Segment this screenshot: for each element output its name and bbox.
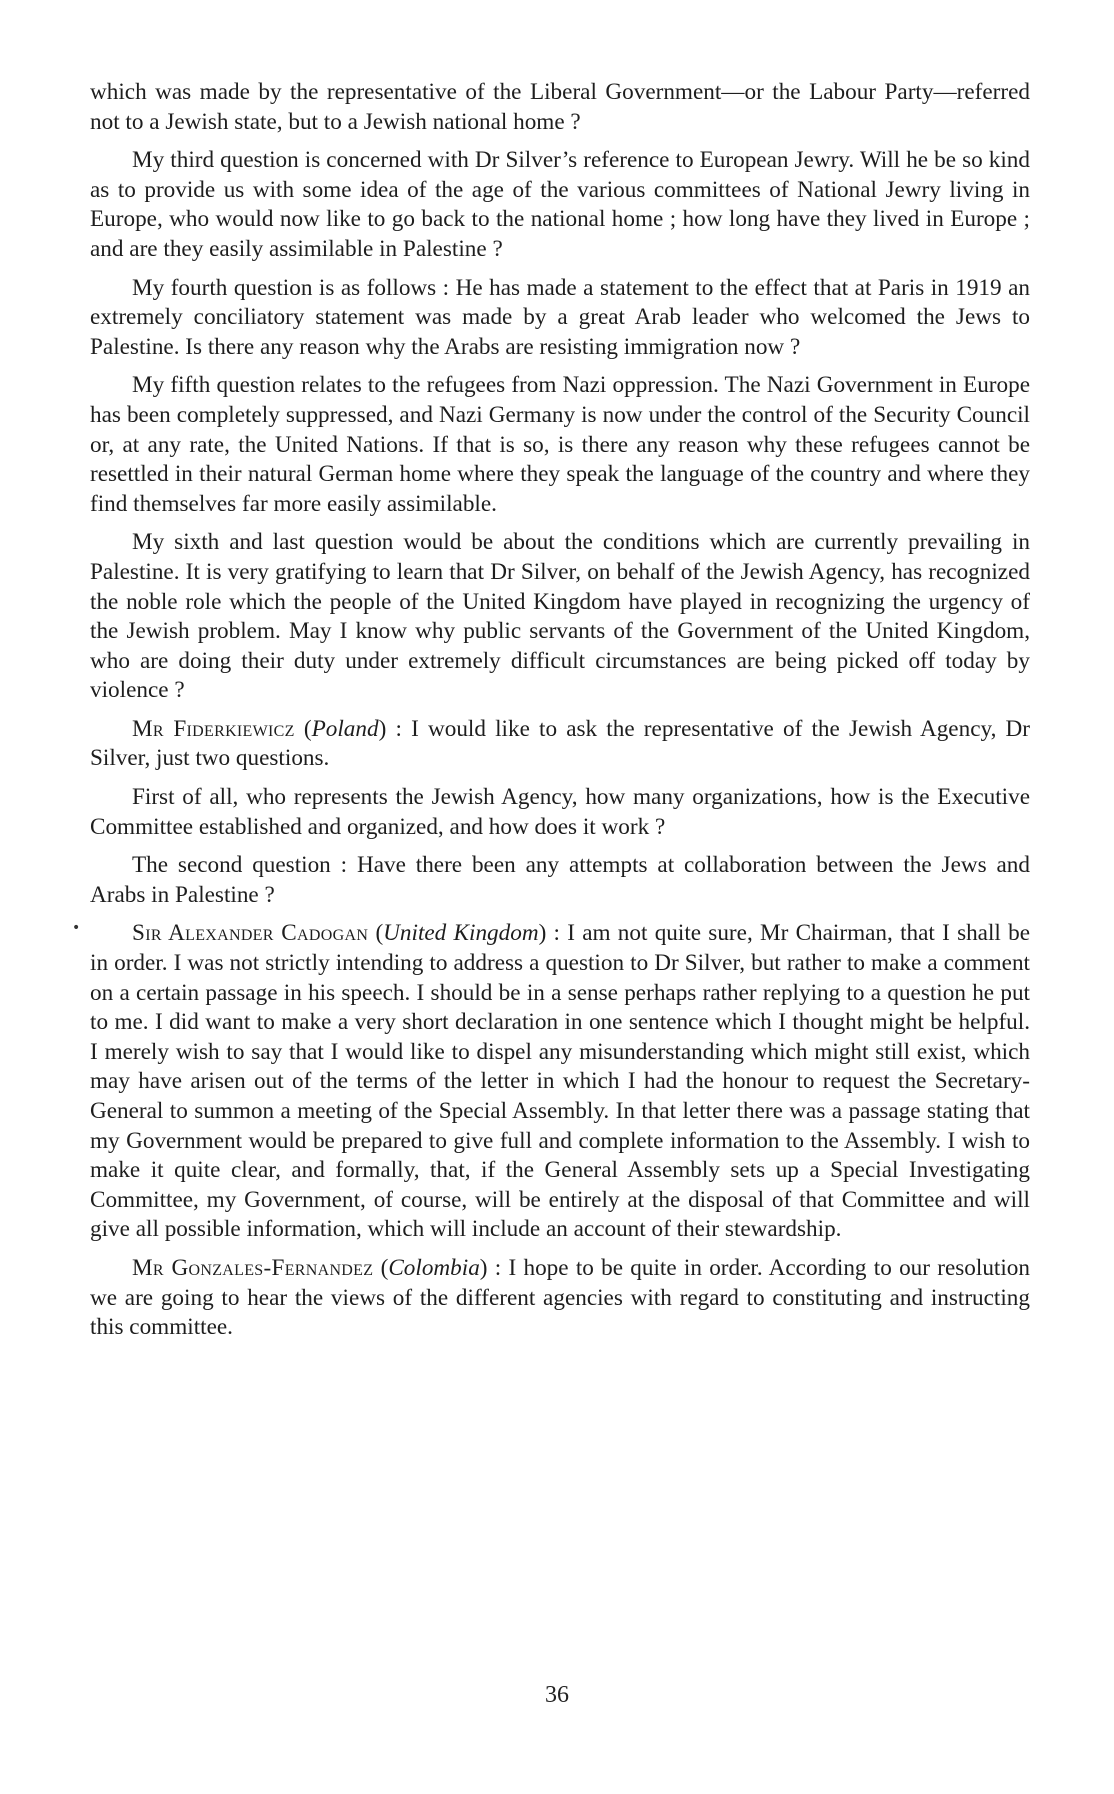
page-number: 36 — [545, 1682, 569, 1708]
paragraph-first-question: First of all, who represents the Jewish Agency, how many organizations, how is the Executive Committee established and organized, and how does it work ? — [90, 784, 1030, 840]
document-body — [90, 78, 1030, 1352]
speaker-name: Sir Alexander Cadogan — [132, 920, 369, 947]
speaker-country: Poland — [311, 715, 379, 742]
paragraph-continuation: which was made by the representative of the Liberal Government—or the Labour Party—referred not to a Jewish state, but to a Jewish national home ? — [90, 79, 1030, 135]
paragraph-second-question: The second question : Have there been any attempts at collaboration between the Jews and Arabs in Palestine ? — [90, 852, 1030, 908]
paragraph-sixth-question: My sixth and last question would be about the conditions which are currently prevailing in Palestine. It is very gratifying to learn that Dr Silver, on behalf of the Jewish Agency, has recognized the noble role which the people of the United Kingdom have played in recognizing the urgency of the Jewish problem. May I know why public servants of the Government of the United Kingdom, who are doing their duty under extremely difficult circumstances are being picked off today by violence ? — [90, 529, 1030, 704]
speaker-country: Colombia — [388, 1254, 480, 1281]
margin-mark: • — [72, 920, 81, 936]
paragraph-fourth-question: My fourth question is as follows : He has made a statement to the effect that at Paris in 1919 an extremely conciliatory statement was made by a great Arab leader who welcomed the Jews to Palestine. Is there any reason why the Arabs are resisting immigration now ? — [90, 274, 1030, 360]
paragraph-fiderkiewicz: Mr Fiderkiewicz (Poland) : I would like to ask the representative of the Jewish Agency, Dr Silver, just two questions. — [90, 715, 1030, 772]
speaker-name: Mr Fiderkiewicz — [132, 715, 295, 742]
speaker-name: Mr Gonzales-Fernandez — [132, 1254, 374, 1281]
paragraph-gonzales-fernandez: Mr Gonzales-Fernandez (Colombia) : I hope to be quite in order. According to our resolution we are going to hear the views of the different agencies with regard to constituting and instructing this committee. — [90, 1254, 1030, 1341]
speaker-country: United Kingdom — [383, 920, 539, 947]
paragraph-third-question: My third question is concerned with Dr Silver’s reference to European Jewry. Will he be so kind as to provide us with some idea of the age of the various committees of National Jewry living in Europe, who would now like to go back to the national home ; how long have they lived in Europe ; and are they easily assimilable in Palestine ? — [90, 147, 1030, 262]
paragraph-fifth-question: My fifth question relates to the refugees from Nazi oppression. The Nazi Government in Europe has been completely suppressed, and Nazi Germany is now under the control of the Security Council or, at any rate, the United Nations. If that is so, is there any reason why these refugees cannot be resettled in their natural German home where they speak the language of the country and where they find themselves far more easily assimilable. — [90, 372, 1030, 517]
paragraph-cadogan: Sir Alexander Cadogan (United Kingdom) : I am not quite sure, Mr Chairman, that I shall be in order. I was not strictly intending to address a question to Dr Silver, but rather to make a comment on a certain passage in his speech. I should be in a sense perhaps rather replying to a question he put to me. I did want to make a very short declaration in one sentence which I thought might be helpful. I merely wish to say that I would like to dispel any misunderstanding which might still exist, which may have arisen out of the terms of the letter in which I had the honour to request the Secretary-General to summon a meeting of the Special Assembly. In that letter there was a passage stating that my Government would be prepared to give full and complete information to the Assembly. I wish to make it quite clear, and formally, that, if the General Assembly sets up a Special Investigating Committee, my Government, of course, will be entirely at the disposal of that Committee and will give all possible information, which will include an account of their stewardship. — [90, 920, 1031, 1243]
